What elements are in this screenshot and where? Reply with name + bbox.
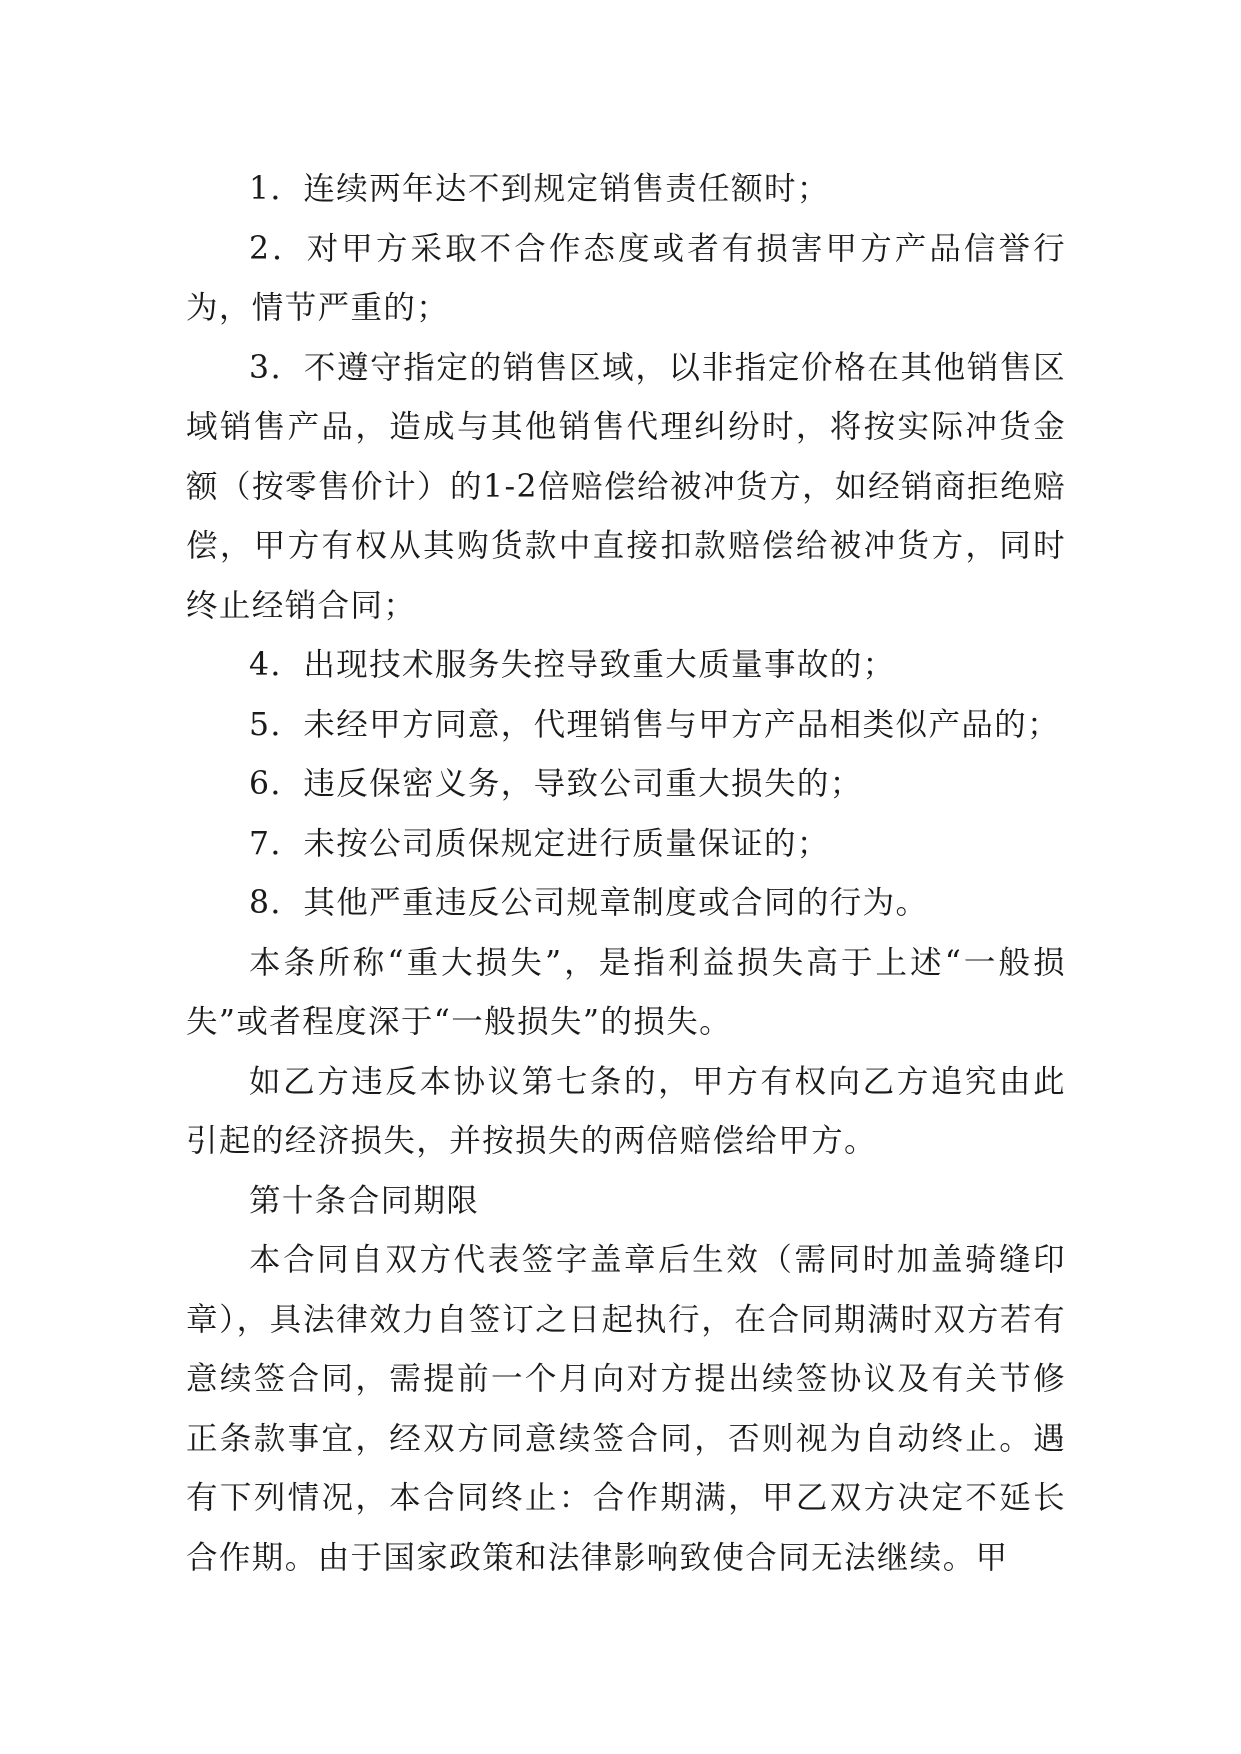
list-item-4: 4．出现技术服务失控导致重大质量事故的； — [249, 647, 896, 683]
list-item-7: 7．未按公司质保规定进行质量保证的； — [249, 825, 830, 862]
list-item-2: 2．对甲方采取不合作态度或者有损害甲方产品信誉行为，情节严重的； — [186, 230, 1066, 326]
list-item-5: 5．未经甲方同意，代理销售与甲方产品相类似产品的； — [249, 706, 1061, 743]
definition-paragraph: 本条所称“重大损失”，是指利益损失高于上述“一般损失”或者程度深于“一般损失”的损失。 — [186, 944, 1066, 1040]
list-item-3: 3．不遵守指定的销售区域，以非指定价格在其他销售区域销售产品，造成与其他销售代理纠纷时，将按实际冲货金额（按零售价计）的1-2倍赔偿给被冲货方，如经销商拒绝赔偿，甲方有权从其购货款中直接扣款赔偿给被冲货方，同时终止经销合同； — [186, 349, 1066, 624]
section-heading: 第十条合同期限 — [249, 1182, 480, 1219]
breach-paragraph: 如乙方违反本协议第七条的，甲方有权向乙方追究由此引起的经济损失，并按损失的两倍赔偿给甲方。 — [186, 1063, 1066, 1159]
document-body — [186, 160, 1066, 1588]
term-paragraph: 本合同自双方代表签字盖章后生效（需同时加盖骑缝印章），具法律效力自签订之日起执行，在合同期满时双方若有意续签合同，需提前一个月向对方提出续签协议及有关节修正条款事宜，经双方同意续签合同，否则视为自动终止。遇有下列情况，本合同终止：合作期满，甲乙双方决定不延长合作期。由于国家政策和法律影响致使合同无法继续。甲 — [186, 1242, 1066, 1576]
list-item-8: 8．其他严重违反公司规章制度或合同的行为。 — [249, 885, 929, 921]
list-item-6: 6．违反保密义务，导致公司重大损失的； — [249, 766, 863, 802]
list-item-1: 1．连续两年达不到规定销售责任额时； — [249, 171, 830, 207]
